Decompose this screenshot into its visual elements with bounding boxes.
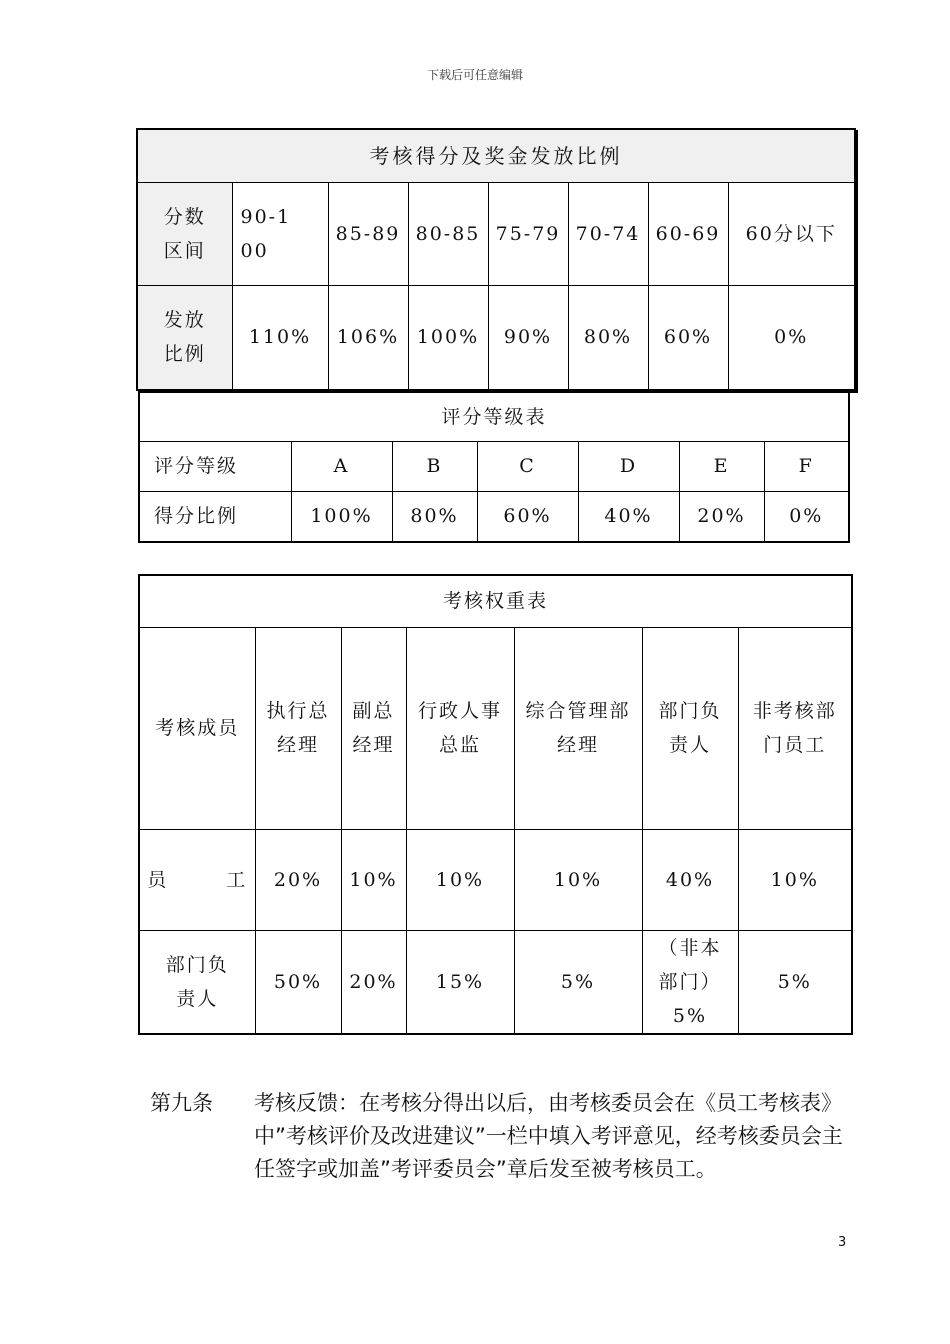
grade-cell: B <box>392 441 477 491</box>
weight-row-label <box>139 829 255 930</box>
percent-cell: 60% <box>477 491 578 542</box>
weight-col-header <box>738 627 852 829</box>
weight-col-header <box>642 627 738 829</box>
weight-col-text: 部门负责人 <box>658 700 722 756</box>
weight-col-header <box>406 627 514 829</box>
percent-cell: 100% <box>291 491 392 542</box>
ratio-cell: 0% <box>728 286 855 390</box>
weight-cell: 5% <box>738 930 852 1034</box>
range-cell: 60-69 <box>648 183 728 286</box>
score-range-label <box>137 183 232 286</box>
issue-ratio-label-text: 发放比例 <box>163 309 206 366</box>
range-cell: 70-74 <box>568 183 648 286</box>
grade-cell: F <box>764 441 849 491</box>
weight-cell: 20% <box>341 930 406 1034</box>
weight-cell: 20% <box>255 829 341 930</box>
weight-col-header <box>255 627 341 829</box>
ratio-cell: 106% <box>328 286 408 390</box>
range-cell: 75-79 <box>488 183 568 286</box>
percent-cell: 0% <box>764 491 849 542</box>
ratio-cell: 100% <box>408 286 488 390</box>
weight-corner: 考核成员 <box>139 627 255 829</box>
article-label: 第九条 <box>150 1091 213 1115</box>
weight-row-label <box>139 930 255 1034</box>
range-value: 90-100 <box>240 206 292 262</box>
weight-cell: 10% <box>738 829 852 930</box>
ratio-cell: 110% <box>232 286 328 390</box>
range-cell: 85-89 <box>328 183 408 286</box>
issue-ratio-label <box>137 286 232 390</box>
weight-col-text: 执行总经理 <box>266 700 330 756</box>
percent-cell: 40% <box>578 491 679 542</box>
weight-row-label-text: 部门负责人 <box>165 953 229 1010</box>
weight-col-header <box>514 627 642 829</box>
percent-cell: 20% <box>679 491 764 542</box>
score-range-label-text: 分数区间 <box>163 206 206 262</box>
ratio-cell: 60% <box>648 286 728 390</box>
weight-cell: 10% <box>406 829 514 930</box>
article-text: 考核反馈：在考核分得出以后，由考核委员会在《员工考核表》中”考核评价及改进建议”一栏中填入考评意见，经考核委员会主任签字或加盖”考评委员会”章后发至被考核员工。 <box>254 1091 843 1181</box>
weight-cell: 50% <box>255 930 341 1034</box>
weight-cell: 5% <box>514 930 642 1034</box>
weight-cell: 10% <box>341 829 406 930</box>
grade-label: 评分等级 <box>139 441 291 491</box>
weight-cell <box>642 930 738 1034</box>
weight-col-text: 综合管理部经理 <box>525 700 631 756</box>
range-cell <box>232 183 328 286</box>
weight-row-label-text: 员 工 <box>147 868 248 891</box>
page-header-note: 下载后可任意编辑 <box>426 68 523 82</box>
ratio-cell: 90% <box>488 286 568 390</box>
weight-col-text: 非考核部门员工 <box>752 700 837 756</box>
weight-col-text: 行政人事总监 <box>417 700 502 756</box>
percent-label: 得分比例 <box>139 491 291 542</box>
ratio-cell: 80% <box>568 286 648 390</box>
weight-col-header <box>341 627 406 829</box>
grade-cell: E <box>679 441 764 491</box>
weight-cell-text: （非本部门）5% <box>658 936 722 1027</box>
page-number: 3 <box>838 1235 847 1250</box>
range-cell: 80-85 <box>408 183 488 286</box>
grade-cell: C <box>477 441 578 491</box>
weight-col-text: 副总经理 <box>352 700 395 756</box>
grade-cell: D <box>578 441 679 491</box>
bonus-table-title: 考核得分及奖金发放比例 <box>137 129 855 183</box>
grade-table-title: 评分等级表 <box>139 392 849 441</box>
weight-cell: 15% <box>406 930 514 1034</box>
weight-cell: 40% <box>642 829 738 930</box>
grade-cell: A <box>291 441 392 491</box>
weight-table <box>138 574 853 1035</box>
weight-table-title: 考核权重表 <box>139 575 852 627</box>
percent-cell: 80% <box>392 491 477 542</box>
range-cell: 60分以下 <box>728 183 855 286</box>
bonus-ratio-table <box>136 128 856 391</box>
grade-table <box>138 391 850 543</box>
weight-cell: 10% <box>514 829 642 930</box>
